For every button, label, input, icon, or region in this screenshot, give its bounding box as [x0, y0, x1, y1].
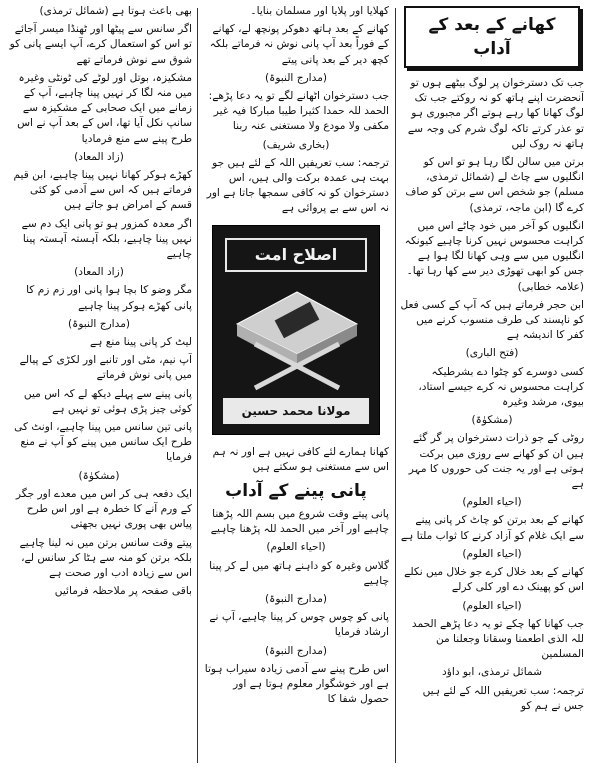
paragraph: بھی باعث ہوتا ہے (شمائل ترمذی) — [39, 5, 192, 17]
reference: (مدارج النبوۃ) — [264, 593, 327, 606]
paragraph: برتن میں سالن لگا رہا ہو تو اس کو انگلیوں سے چاٹ لے (شمائل ترمذی، مسلم) جو شخص اس سے برتن کو صاف کرے گا (ابن ماجہ، ترمذی) — [405, 156, 584, 214]
reference: (مشکوٰۃ) — [78, 469, 120, 482]
book-author: مولانا محمد حسین — [223, 398, 369, 424]
paragraph: لیٹ کر پانی پینا منع ہے — [89, 336, 192, 349]
reference: (مدارج النبوۃ) — [67, 317, 130, 330]
book-title: اصلاح امت — [225, 238, 367, 272]
paragraph: کھلایا اور پلایا اور مسلمان بنایا۔ — [250, 5, 389, 17]
paragraph: روٹی کے جو ذرات دسترخوان پر گر گئے ہیں ان کو کھانے سے روزی میں برکت ہوتی ہے اور یہ جنت کی حوروں کا مہر ہے — [408, 432, 584, 491]
paragraph: مشکیزہ، بوتل اور لوٹے کی ٹونٹی وغیرہ میں منہ لگا کر نہیں پینا چاہیے، آپ کے زمانے میں ایک صحابی کے مشکیزہ سے سانپ نکل آیا تھا، اس کے بعد آپ نے اس طرح پینے سے منع فرمادیا — [17, 71, 192, 145]
reference: (مدارج النبوۃ) — [264, 644, 327, 657]
column-divider — [197, 8, 198, 763]
right-column — [400, 4, 584, 767]
paragraph: پانی کو چوس چوس کر پینا چاہیے، آپ نے ارشاد فرمایا — [209, 611, 389, 639]
paragraph: ایک دفعہ ہی کر اس میں معدے اور جگر کے ورم آنے کا خطرہ ہے اور اس طرح پیاس بھی پوری نہیں بجھتی — [15, 487, 192, 531]
paragraph: انگلیوں کو آخر میں خود چاٹے اس میں کراہت محسوس نہیں کرنا چاہیے کیونکہ انگلیوں میں سے وہی کھانا لگا ہوا ہے جس کو ابھی تھوڑی دیر سے کھا رہا تھا۔ (علامہ خطابی) — [404, 219, 584, 293]
reference: (زاد المعاد) — [74, 150, 124, 163]
column-divider — [395, 8, 396, 763]
paragraph: ابن حجر فرماتے ہیں کہ آپ کے کسی فعل کو ناپسند کی طرف منسوب کرنے میں کفر کا اندیشہ ہے — [400, 298, 584, 342]
paragraph: جب تک دسترخوان پر لوگ بیٹھے ہوں تو آنحضرت اپنے ہاتھ کو نہ روکتے جب تک لوگ کھانا کھا رہے ہوتے اگر مجبوری ہو تو عذر کرتے تاکہ لوگ شرم کی وجہ سے ہاتھ نہ روک لیں — [407, 77, 584, 150]
reference: (بخاری شریف) — [262, 138, 330, 151]
paragraph: ترجمہ: سب تعریفیں اللہ کے لئے ہیں جس نے ہم کو — [422, 684, 584, 712]
paragraph: مگر وضو کا بچا ہوا پانی اور زم زم کا پانی کھڑے ہوکر پینا چاہیے — [26, 284, 192, 312]
paragraph: کھڑے ہوکر کھانا نہیں پینا چاہیے، ابن قیم فرماتے ہیں کہ اس سے آدمی کو کئی قسم کے امراض ہو جاتے ہیں — [13, 169, 192, 212]
paragraph: جب دسترخوان اٹھانے لگے تو یہ دعا پڑھے: الحمد للہ حمدا کثیرا طیبا مبارکا فیہ غیر مکفی ولا مودع ولا مستغنی عنہ ربنا — [208, 90, 389, 133]
paragraph: گلاس وغیرہ کو داہنے ہاتھ میں لے کر پینا چاہیے — [209, 559, 389, 587]
section-title: پانی پینے کے آداب — [225, 481, 367, 502]
reference: (احیاء العلوم) — [462, 599, 522, 612]
paragraph: آپ نیم، مٹی اور تانبے اور لکڑی کے پیالے میں پانی نوش فرماتے — [19, 354, 192, 382]
article-title-box: کھانے کے بعد کے آداب — [404, 6, 580, 68]
reference: (احیاء العلوم) — [462, 496, 522, 509]
book-cover-image — [212, 225, 380, 435]
continued-note: باقی صفحہ پر ملاحظہ فرمائیں — [54, 585, 192, 598]
reference: (احیاء العلوم) — [462, 547, 522, 560]
reference: (فتح الباری) — [465, 347, 519, 360]
paragraph: کھانے کے بعد ہاتھ دھوکر پونچھ لے، کھانے کے فوراً بعد آپ پانی نوش نہ فرماتے بلکہ کچھ دیر کے بعد پانی پیتے — [209, 23, 389, 66]
left-column — [6, 4, 192, 767]
paragraph: اس طرح پینے سے آدمی زیادہ سیراب ہوتا ہے اور خوشگوار معلوم ہوتا ہے اور حصول شفا کا — [204, 662, 389, 706]
paragraph: اگر سانس سے پیٹھا اور ٹھنڈا میسر آجائے تو اس کو استعمال کرے، آپ ایسے پانی کو شوق سے نوش فرماتے تھے — [9, 23, 192, 66]
paragraph: ترجمہ: سب تعریفیں اللہ کے لئے ہیں جو بہت ہی عمدہ برکت والی ہیں، اس دسترخوان کو نہ کافی سمجھا جاتا ہے اور نہ اس سے بے پروائی ہے — [206, 156, 389, 215]
reference: (مشکوٰۃ) — [471, 414, 513, 427]
paragraph: اگر معدہ کمزور ہو تو پانی ایک دم سے نہیں پینا چاہیے، بلکہ آہستہ آہستہ پینا چاہیے — [21, 217, 192, 261]
reference: (زاد المعاد) — [74, 266, 124, 279]
paragraph: جب کھانا کھا چکے تو یہ دعا پڑھے الحمد للہ الذی اطعمنا وسقانا وجعلنا من المسلمین — [411, 617, 584, 661]
reference: (احیاء العلوم) — [266, 541, 326, 554]
paragraph: پانی پینے سے پہلے دیکھ لے کہ اس میں کوئی چیز پڑی ہوئی تو نہیں ہے — [23, 387, 192, 415]
paragraph: کھانے کے بعد برتن کو چاٹ کر پانی پینے سے ایک غلام کو آزاد کرنے کا ثواب ملتا ہے — [400, 514, 584, 542]
paragraph: پانی پیتے وقت شروع میں بسم اللہ پڑھنا چاہیے اور آخر میں الحمد للہ پڑھنا چاہیے — [210, 508, 389, 536]
paragraph: پانی تین سانس میں پینا چاہیے، اونٹ کی طرح ایک سانس میں پینے کو آپ نے منع فرمایا — [14, 421, 192, 464]
paragraph: کھانا ہمارے لئے کافی نہیں ہے اور نہ ہم اس سے مستغنی ہو سکتے ہیں — [212, 445, 389, 473]
paragraph: کسی دوسرے کو چٹوا دے بشرطیکہ کراہت محسوس نہ کرے جیسے استاد، بیوی، مرشد وغیرہ — [418, 365, 584, 409]
reference: شمائل ترمذی، ابو داؤد — [442, 666, 542, 679]
paragraph: کھانے کے بعد خلال کرے جو خلال میں نکلے اس کو پھینک دے اور کلی کرلے — [404, 566, 584, 594]
middle-column — [203, 4, 389, 767]
reference: (مدارج النبوۃ) — [264, 71, 327, 84]
paragraph: پیتے وقت سانس برتن میں نہ لینا چاہیے بلکہ برتن کو منہ سے ہٹا کر سانس لے، اس سے زیادہ ادب اور صحت ہے — [19, 536, 192, 579]
open-book-stand-icon — [233, 284, 361, 394]
